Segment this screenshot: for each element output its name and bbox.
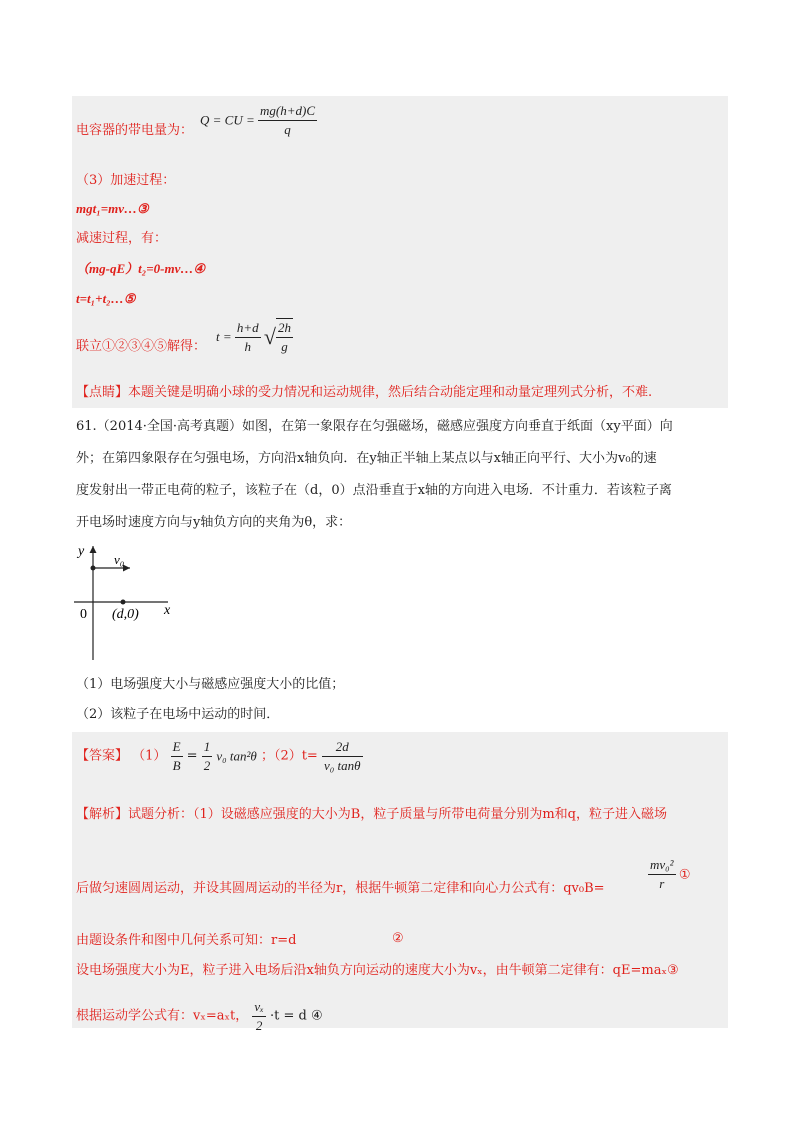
analysis-line-3-tail: ② xyxy=(392,931,404,946)
x-label: x xyxy=(164,603,171,618)
question-2: （2）该粒子在电场中运动的时间． xyxy=(76,707,280,722)
problem-line-4: 开电场时速度方向与y轴负方向的夹角为θ，求： xyxy=(76,515,352,530)
problem-line-2: 外；在第四象限存在匀强电场，方向沿x轴负向．在y轴正半轴上某点以与x轴正向平行、大小为v₀的速 xyxy=(76,451,657,466)
equation-5: t=t₁+t₂…⑤ xyxy=(76,291,136,306)
point-d-label: (d,0) xyxy=(112,607,139,622)
launch-point xyxy=(91,566,96,571)
equation-4: （mg-qE）t₂=0-mv…④ xyxy=(76,261,206,276)
deceleration-title: 减速过程，有： xyxy=(76,231,168,246)
analysis-line-3: 由题设条件和图中几何关系可知：r=d xyxy=(76,933,297,948)
answer-label: 【答案】 xyxy=(76,748,129,764)
problem-line-1: 61.（2014·全国·高考真题）如图，在第一象限存在匀强磁场，磁感应强度方向垂直于纸面（xy平面）向 xyxy=(76,419,673,434)
time-result: t = $\frac{h+d}{h}$ √ $\frac{2h}{g}$ xyxy=(216,319,291,354)
point-d xyxy=(121,600,126,605)
analysis-line-2: 后做匀速圆周运动，并设其圆周运动的半径为r，根据牛顿第二定律和向心力公式有：qv₀B= xyxy=(76,881,605,896)
problem-line-3: 度发射出一带正电荷的粒子，该粒子在（d，0）点沿垂直于x轴的方向进入电场．不计重力．若该粒子离 xyxy=(76,483,672,498)
origin-label: 0 xyxy=(80,607,87,622)
capacitor-equation: Q = CU = $\frac{mg(h+d)C}{q}$ xyxy=(200,103,315,137)
question-1: （1）电场强度大小与磁感应强度大小的比值； xyxy=(76,677,345,692)
centripetal-fraction: $\frac{\text{mv₀²}}{r}$ ① xyxy=(650,857,691,891)
analysis-line-5: 根据运动学公式有：vₓ=aₓt， $\frac{\text{vₓ}}{2}$ ·t = d ④ xyxy=(76,999,323,1033)
step3-title: （3）加速过程： xyxy=(76,173,176,188)
capacitor-label: 电容器的带电量为： xyxy=(76,123,194,138)
v0-label: v₀ xyxy=(114,552,125,567)
equation-3: mgt₁=mv…③ xyxy=(76,201,149,216)
coordinate-figure xyxy=(70,540,210,670)
analysis-line-4: 设电场强度大小为E，粒子进入电场后沿x轴负方向运动的速度大小为vₓ，由牛顿第二定律有：qE=maₓ③ xyxy=(76,963,679,978)
solution-shade xyxy=(72,96,728,408)
comment: 【点睛】本题关键是明确小球的受力情况和运动规律，然后结合动能定理和动量定理列式分析，不难. xyxy=(76,385,653,400)
answer-row: 【答案】 （1） $\frac{E}{B}$ = $\frac{1}{2}$ v₀ tan²θ ；（2）t= $\frac{2d}{\text{v₀ tanθ}}$ xyxy=(76,739,361,773)
y-label: y xyxy=(78,544,85,559)
analysis-line-1: 【解析】试题分析：（1）设磁感应强度的大小为B，粒子质量与所带电荷量分别为m和q，粒子进入磁场 xyxy=(76,807,667,822)
combine-label: 联立①②③④⑤解得： xyxy=(76,339,207,354)
